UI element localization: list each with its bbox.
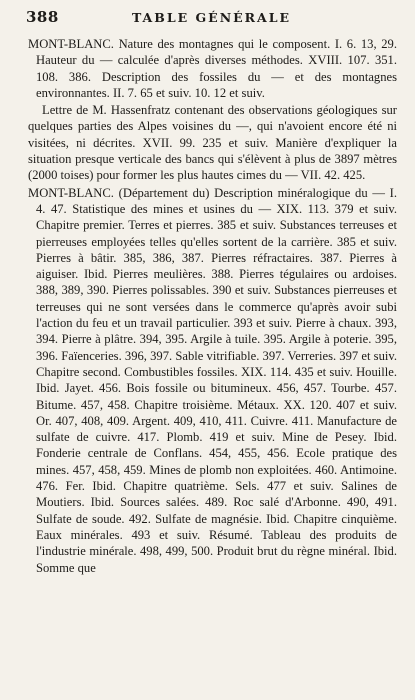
index-entry-mont-blanc-departement: MONT-BLANC. (Département du) Description minéralogique du — I. 4. 47. Statistique des mines et usines du — XIX. 113. 379 et suiv. Chapitre premier. Terres et pierres. 385 et suiv. Substances terreuses et pierreuses employées telles qu'elles sortent de la carrière. 385 et suiv. Pierres à bâtir. 385, 386, 387. Pierres réfractaires. 387. Pierres à aiguiser. Ibid. Pierres meulières. 388. Pierres tégulaires ou ardoises. 388, 389, 390. Pierres polissables. 390 et suiv. Substances pierreuses et terreuses qui ne sont versées dans le commerce qu'après avoir subi l'action du feu et un travail particulier. 393 et suiv. Pierre à chaux. 393, 394. Pierre à plâtre. 394, 395. Argile à tuile. 395. Argile à poterie. 395, 396. Faïenceries. 396, 397. Sable vitrifiable. 397. Verreries. 397 et suiv. Chapitre second. Combustibles fossiles. XIX. 114. 435 et suiv. Houille. Ibid. Jayet. 456. Bois fossile ou bitumineux. 456, 457. Tourbe. 457. Bitume. 457, 458. Chapitre troisième. Métaux. XX. 120. 407 et suiv. Or. 407, 408, 409. Argent. 409, 410, 411. Cuivre. 411. Manufacture de sulfate de cuivre. 417. Plomb. 419 et suiv. Mine de Pesey. Ibid. Fonderie centrale de Conflans. 454, 455, 456. Ecole pratique des mines. 457, 458, 459. Mines de plomb non exploitées. 460. Antimoine. 476. Fer. Ibid. Chapitre quatrième. Sels. 477 et suiv. Salines de Moutiers. Ibid. Sources salées. 489. Roc salé d'Arbonne. 490, 491. Sulfate de soude. 492. Sulfate de magnésie. Ibid. Chapitre cinquième. Eaux minérales. 493 et suiv. Résumé. Tableau des produits de l'industrie minérale. 498, 499, 500. Produit brut du règne minéral. Ibid. Somme que: [28, 185, 397, 575]
index-entry-hassenfratz-letter: Lettre de M. Hassenfratz contenant des observations géologiques sur quelques parties des Alpes voisines du —, qui n'avoient encore été ni visitées, ni décrites. XVII. 99. 235 et suiv. Manière d'expliquer la situation presque verticale des bancs qui s'élèvent à plus de 3897 mètres (2000 toises) pour former les plus hautes cimes du — VII. 42. 425.: [28, 103, 397, 183]
index-entry-mont-blanc: MONT-BLANC. Nature des montagnes qui le composent. I. 6. 13, 29. Hauteur du — calculée d'après diverses méthodes. XVIII. 107. 351. 108. 386. Description des fossiles du — et des montagnes environnantes. II. 7. 65 et suiv. 10. 12 et suiv.: [28, 37, 397, 100]
running-title: TABLE GÉNÉRALE: [131, 10, 292, 25]
page-header: [26, 8, 397, 32]
page-number: 388: [26, 8, 59, 26]
index-body: [28, 36, 397, 696]
